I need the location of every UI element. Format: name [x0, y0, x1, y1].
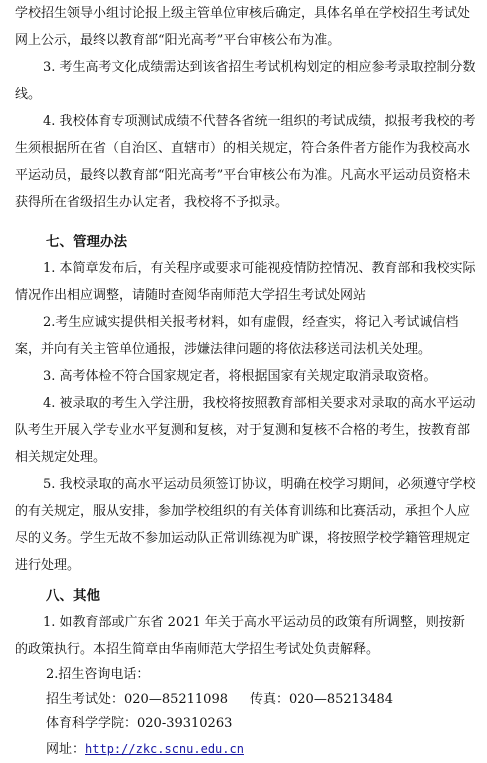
website-label: 网址：: [46, 742, 86, 757]
section-7-item-2: 2.考生应诚实提供相关报考材料，如有虚假，经查实，将记入考试诚信档案，并向有关主管单位通报，涉嫌法律问题的将依法移送司法机关处理。: [15, 315, 459, 357]
section-7-item-1: 1. 本简章发布后，有关程序或要求可能视疫情防控情况、教育部和我校实际情况作出相应调整，请随时查阅华南师范大学招生考试处网站: [15, 261, 476, 303]
paragraph-review-approval: 学校招生领导小组讨论报上级主管单位审核后确定，具体名单在学校招生考试处网上公示，最终以教育部“阳光高考”平台审核公布为准。: [15, 6, 471, 48]
admission-office-phone: 招生考试处：020—85211098: [46, 692, 228, 707]
fax-number: 传真：020—85213484: [250, 692, 393, 707]
section-8-item-1: 1. 如教育部或广东省 2021 年关于高水平运动员的政策有所调整，则按新的政策执行。本招生简章由华南师范大学招生考试处负责解释。: [15, 615, 465, 657]
section-7-item-4: 4. 被录取的考生入学注册，我校将按照教育部相关要求对录取的高水平运动队考生开展入学专业水平复测和复核，对于复测和复核不合格的考生，按教育部相关规定处理。: [15, 396, 476, 465]
paragraph-sports-test: 4. 我校体育专项测试成绩不代替各省统一组织的考试成绩，拟报考我校的考生须根据所在省（自治区、直辖市）的相关规定，符合条件者方能作为我校高水平运动员，最终以教育部“阳光高考”平台审核公布为准。凡高水平运动员资格未获得所在省级招生办认定者，我校将不予拟录。: [15, 114, 476, 210]
website-link[interactable]: http://zkc.scnu.edu.cn: [85, 742, 244, 756]
section-8-title: 八、其他: [46, 588, 100, 604]
website-line: [46, 739, 244, 760]
sports-college-phone: 体育科学学院：020-39310263: [46, 716, 233, 731]
section-7-item-3: 3. 高考体检不符合国家规定者，将根据国家有关规定取消录取资格。: [43, 369, 437, 384]
consult-phone-title: 2.招生咨询电话：: [46, 667, 150, 682]
section-7-title: 七、管理办法: [46, 234, 127, 250]
paragraph-score-requirement: 3. 考生高考文化成绩需达到该省招生考试机构划定的相应参考录取控制分数线。: [15, 60, 476, 102]
section-7-item-5: 5. 我校录取的高水平运动员须签订协议，明确在校学习期间，必须遵守学校的有关规定，服从安排，参加学校组织的有关体育训练和比赛活动，承担个人应尽的义务。学生无故不参加运动队正常训练视为旷课，将按照学校学籍管理规定进行处理。: [15, 477, 476, 573]
